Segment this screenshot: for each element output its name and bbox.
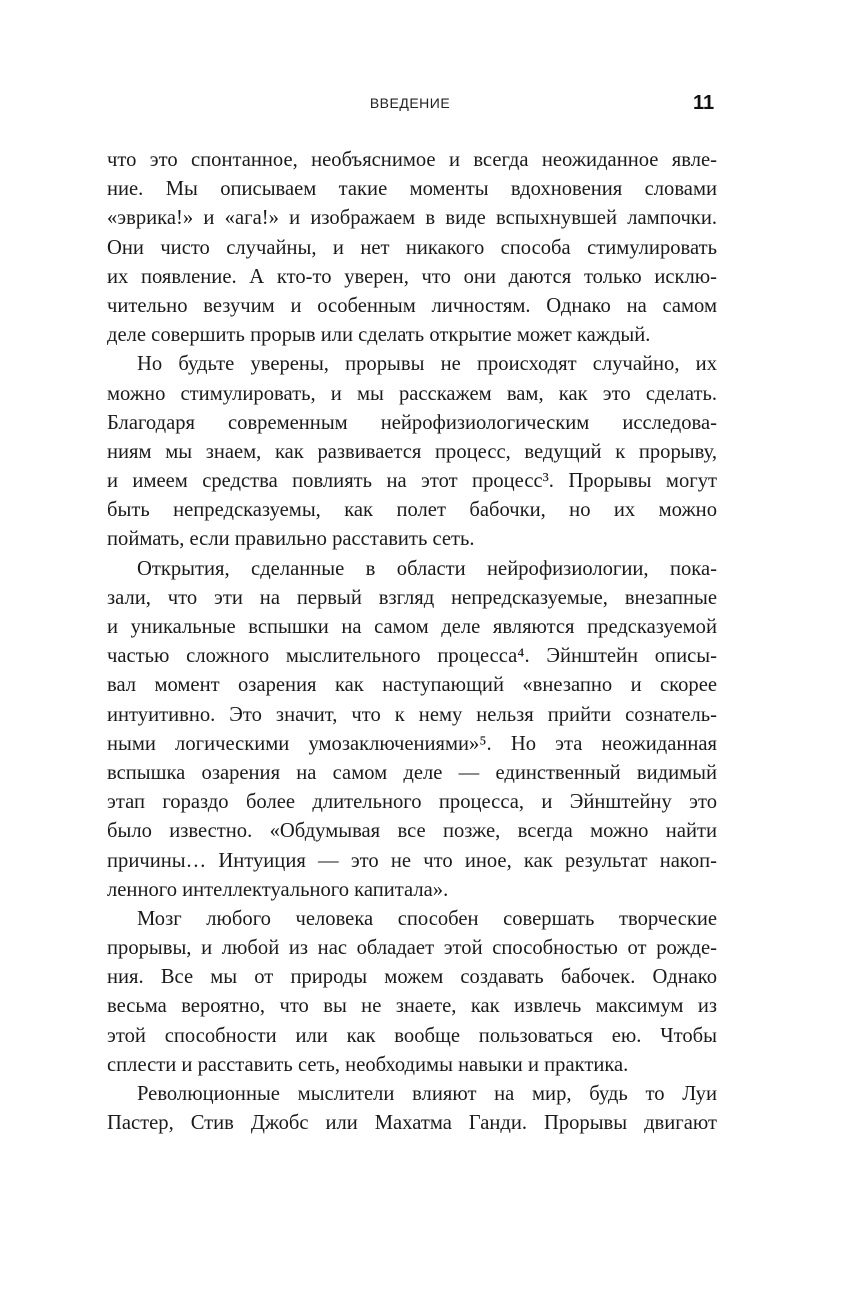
text-line: вал момент озарения как наступающий «внезапно и скорее xyxy=(107,674,717,697)
text-line: весьма вероятно, что вы не знаете, как извлечь максимум из xyxy=(107,995,717,1018)
text-line: этап гораздо более длительного процесса, и Эйнштейну это xyxy=(107,791,717,814)
text-line: их появление. А кто-то уверен, что они даются только исклю- xyxy=(107,265,717,288)
text-line: было известно. «Обдумывая все позже, всегда можно найти xyxy=(107,820,717,843)
text-line: причины… Интуиция — это не что иное, как результат накоп- xyxy=(107,849,717,872)
text-line: ными логическими умозаключениями»⁵. Но эта неожиданная xyxy=(107,732,717,755)
text-line: прорывы, и любой из нас обладает этой способностью от рожде- xyxy=(107,937,717,960)
text-line: Но будьте уверены, прорывы не происходят случайно, их xyxy=(137,353,717,376)
text-line: ние. Мы описываем такие моменты вдохновения словами xyxy=(107,178,717,201)
text-line: Они чисто случайны, и нет никакого способа стимулировать xyxy=(107,236,717,259)
text-line: этой способности или как вообще пользоваться ею. Чтобы xyxy=(107,1024,717,1047)
text-line: «эврика!» и «ага!» и изображаем в виде вспыхнувшей лампочки. xyxy=(107,207,717,230)
text-line: частью сложного мыслительного процесса⁴. Эйнштейн описы- xyxy=(107,645,717,668)
text-line: сплести и расставить сеть, необходимы навыки и практика. xyxy=(107,1053,629,1076)
text-line: Мозг любого человека способен совершать творческие xyxy=(137,907,717,930)
text-line: и уникальные вспышки на самом деле являются предсказуемой xyxy=(107,616,717,638)
text-line: вспышка озарения на самом деле — единственный видимый xyxy=(107,761,717,784)
text-line: поймать, если правильно расставить сеть. xyxy=(107,528,475,551)
text-line: ния. Все мы от природы можем создавать бабочек. Однако xyxy=(107,966,717,989)
paragraph-4 xyxy=(107,905,717,1080)
text-line: ленного интеллектуального капитала». xyxy=(107,878,449,901)
paragraph-1 xyxy=(107,146,717,350)
text-line: что это спонтанное, необъяснимое и всегда неожиданное явле- xyxy=(107,149,717,171)
running-title: ВВЕДЕНИЕ xyxy=(369,95,451,111)
text-line: быть непредсказуемы, как полет бабочки, но их можно xyxy=(107,499,717,522)
text-line: зали, что эти на первый взгляд непредсказуемые, внезапные xyxy=(107,586,717,609)
body-text xyxy=(107,146,717,1138)
paragraph-3 xyxy=(107,555,717,905)
text-line: Революционные мыслители влияют на мир, будь то Луи xyxy=(137,1083,717,1105)
text-line: интуитивно. Это значит, что к нему нельзя прийти сознатель- xyxy=(107,703,717,726)
text-line: можно стимулировать, и мы расскажем вам, как это сделать. xyxy=(107,382,717,405)
text-line: чительно везучим и особенным личностям. Однако на самом xyxy=(107,294,717,317)
text-line: ниям мы знаем, как развивается процесс, ведущий к прорыву, xyxy=(107,440,717,463)
text-line: и имеем средства повлиять на этот процесс³. Прорывы могут xyxy=(107,470,717,493)
text-line: деле совершить прорыв или сделать открытие может каждый. xyxy=(107,324,651,347)
text-line: Благодаря современным нейрофизиологическим исследова- xyxy=(107,411,717,434)
paragraph-2 xyxy=(107,350,717,554)
paragraph-5 xyxy=(107,1080,717,1138)
page-number: 11 xyxy=(693,92,715,114)
text-line: Пастер, Стив Джобс или Махатма Ганди. Прорывы двигают xyxy=(107,1112,717,1135)
text-line: Открытия, сделанные в области нейрофизиологии, пока- xyxy=(137,557,717,580)
